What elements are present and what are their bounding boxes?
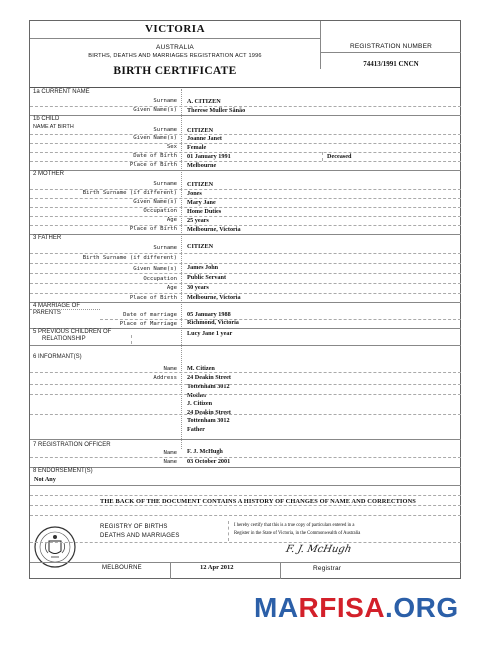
- label-date-of-marriage: Date of marriage: [123, 312, 177, 318]
- section-marriage-parents: PARENTS: [33, 310, 61, 316]
- section-relationship: RELATIONSHIP: [42, 336, 86, 342]
- section-father: 3 FATHER: [33, 235, 62, 241]
- logo-part-ma: MA: [254, 592, 299, 623]
- father-surname: CITIZEN: [187, 243, 214, 250]
- victoria-coat-of-arms-seal: [33, 521, 77, 573]
- label-given-names: Given Name(s): [133, 199, 177, 205]
- label-surname: Surname: [153, 127, 177, 133]
- child-surname: CITIZEN: [187, 127, 214, 134]
- label-name: Name: [163, 459, 177, 465]
- label-sex: Sex: [166, 144, 177, 150]
- label-occupation: Occupation: [143, 208, 177, 214]
- label-surname: Surname: [153, 181, 177, 187]
- label-given-names: Given Name(s): [133, 135, 177, 141]
- child-deceased: Deceased: [327, 153, 352, 160]
- registration-number-label: REGISTRATION NUMBER: [349, 43, 433, 50]
- section-mother: 2 MOTHER: [33, 171, 65, 177]
- child-date-of-birth: 01 January 1991: [187, 153, 231, 160]
- birth-certificate: [29, 20, 461, 579]
- label-occupation: Occupation: [143, 276, 177, 282]
- certify-line-1: I hereby certify that this is a true copy of particulars entered in a: [234, 523, 355, 528]
- father-place-of-birth: Melbourne, Victoria: [187, 294, 241, 301]
- section-child: 1b CHILD: [33, 116, 60, 122]
- previous-children: Lucy Jane 1 year: [187, 330, 233, 337]
- logo-part-rfisa: RFISA: [298, 592, 386, 623]
- label-place-of-birth: Place of Birth: [129, 295, 177, 301]
- marriage-date: 05 January 1988: [187, 311, 231, 318]
- section-previous-children: 5 PREVIOUS CHILDREN OF: [33, 329, 112, 335]
- label-age: Age: [166, 217, 177, 223]
- section-current-name: 1a CURRENT NAME: [33, 89, 90, 95]
- label-birth-surname: Birth Surname (if different): [82, 190, 177, 196]
- mother-given-names: Mary Jane: [187, 199, 216, 206]
- act-label: BIRTHS, DEATHS AND MARRIAGES REGISTRATION ACT 1996: [88, 53, 262, 59]
- registration-number: 74413/1991 CNCN: [363, 60, 419, 68]
- certify-line-2: Register in the State of Victoria, in the Commonwealth of Australia: [234, 531, 361, 536]
- certificate-title: BIRTH CERTIFICATE: [113, 65, 237, 77]
- mother-surname: CITIZEN: [187, 181, 214, 188]
- name-at-birth-label: NAME AT BIRTH: [33, 124, 74, 130]
- father-occupation: Public Servant: [187, 274, 227, 281]
- informant-address-line: Tottenham 3012: [187, 383, 230, 390]
- endorsements: Not Any: [34, 476, 56, 483]
- section-registration-officer: 7 REGISTRATION OFFICER: [33, 442, 111, 448]
- label-age: Age: [166, 285, 177, 291]
- label-address: Address: [153, 375, 177, 381]
- informant-address-line: 24 Deakin Street: [187, 409, 231, 416]
- mother-place-of-birth: Melbourne, Victoria: [187, 226, 241, 233]
- label-given-names: Given Name(s): [133, 266, 177, 272]
- father-given-names: James John: [187, 264, 219, 271]
- mother-occupation: Home Duties: [187, 208, 222, 215]
- issue-city: MELBOURNE: [102, 565, 142, 571]
- marriage-place: Richmond, Victoria: [187, 319, 239, 326]
- label-given-names: Given Name(s): [133, 107, 177, 113]
- label-name: Name: [163, 450, 177, 456]
- label-place-of-birth: Place of Birth: [129, 226, 177, 232]
- section-informants: 6 INFORMANT(S): [33, 354, 82, 360]
- informant-address-line: Father: [187, 426, 205, 433]
- current-surname: A. CITIZEN: [187, 98, 221, 105]
- back-of-document-notice: THE BACK OF THE DOCUMENT CONTAINS A HISTORY OF CHANGES OF NAME AND CORRECTIONS: [100, 498, 416, 505]
- label-surname: Surname: [153, 98, 177, 104]
- current-given-names: Therese Muller Sãnão: [187, 107, 246, 114]
- label-name: Name: [163, 366, 177, 372]
- child-place-of-birth: Melbourne: [187, 162, 217, 169]
- label-place-of-marriage: Place of Marriage: [119, 321, 177, 327]
- registry-line-1: REGISTRY OF BIRTHS: [100, 524, 168, 530]
- registrar-title: Registrar: [313, 565, 342, 572]
- informant-address-line: 24 Deakin Street: [187, 374, 231, 381]
- child-sex: Female: [187, 144, 207, 151]
- marfisa-watermark-logo: [254, 592, 459, 624]
- label-place-of-birth: Place of Birth: [129, 162, 177, 168]
- mother-age: 25 years: [187, 217, 209, 224]
- label-birth-surname: Birth Surname (if different): [82, 255, 177, 261]
- mother-birth-surname: Jones: [187, 190, 202, 197]
- state-title: VICTORIA: [144, 23, 206, 35]
- registrar-signature: F. J. McHugh: [284, 544, 353, 555]
- issue-date: 12 Apr 2012: [200, 564, 234, 571]
- label-date-of-birth: Date of Birth: [133, 153, 177, 159]
- father-age: 30 years: [187, 284, 209, 291]
- country-label: AUSTRALIA: [156, 44, 194, 51]
- section-endorsements: 8 ENDORSEMENT(S): [33, 468, 93, 474]
- registration-date: 03 October 2001: [187, 458, 231, 465]
- label-surname: Surname: [153, 245, 177, 251]
- informant-name: M. Citizen: [187, 365, 215, 372]
- section-marriage: 4 MARRIAGE OF: [33, 303, 81, 309]
- registry-line-2: DEATHS AND MARRIAGES: [100, 533, 180, 539]
- informant-address-line: Tottenham 3012: [187, 417, 230, 424]
- logo-part-org: .ORG: [385, 592, 459, 623]
- registration-officer-name: F. J. McHugh: [187, 448, 223, 455]
- child-given-names: Joanne Janet: [187, 135, 222, 142]
- informant-address-line: J. Citizen: [187, 400, 213, 407]
- informant-address-line: Mother: [187, 392, 207, 399]
